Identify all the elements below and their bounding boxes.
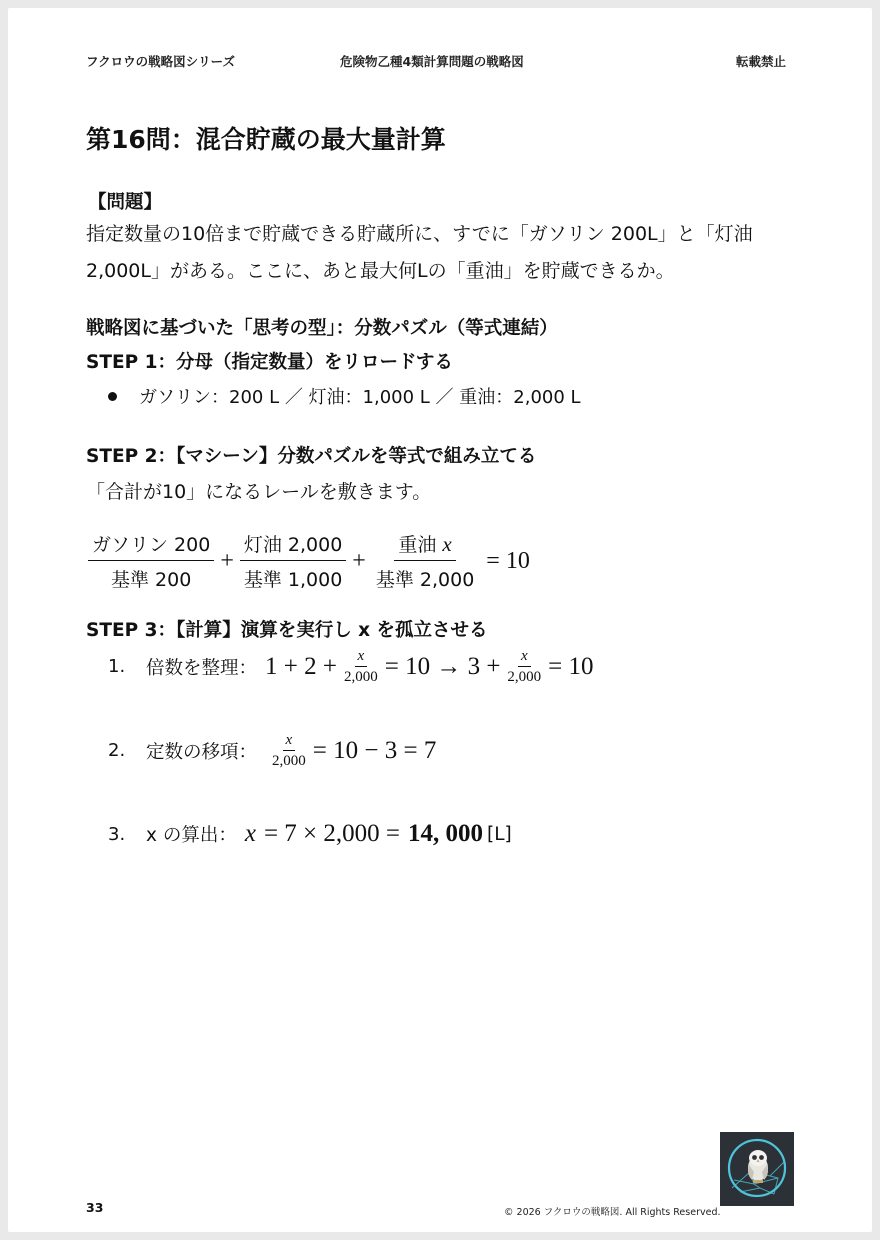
document-page xyxy=(8,8,872,1232)
math-expression: = 10 − 3 = 7 xyxy=(312,736,437,764)
fraction-numerator: ガソリン 200 xyxy=(88,530,214,561)
fraction-denominator: 基準 200 xyxy=(111,569,192,591)
list-item-number: 2. xyxy=(108,740,126,761)
strategy-heading: 戦略図に基づいた「思考の型」：分数パズル（等式連結） xyxy=(86,318,558,339)
fraction-denominator: 2,000 xyxy=(343,669,378,685)
variable-x: x xyxy=(244,820,256,847)
fraction-denominator: 基準 2,000 xyxy=(375,569,475,591)
footer-copyright: © 2026 フクロウの戦略図. All Rights Reserved. xyxy=(504,1207,721,1218)
fraction-numerator: 灯油 2,000 xyxy=(240,530,346,561)
fraction-numerator xyxy=(394,530,455,561)
step2-subtext: 「合計が10」になるレールを敷きます。 xyxy=(86,481,432,503)
math-expression: = 10 xyxy=(548,652,594,680)
list-item-number: 1. xyxy=(108,656,126,677)
step2-heading: STEP 2：【マシーン】分数パズルを等式で組み立てる xyxy=(86,446,537,467)
page-title: 第16問：混合貯蔵の最大量計算 xyxy=(86,125,446,154)
step1-bullet xyxy=(108,383,581,409)
plus-operator: + xyxy=(220,547,234,574)
owl-logo-graphic xyxy=(720,1132,794,1206)
list-item-label: x の算出： xyxy=(146,825,237,846)
step1-heading: STEP 1：分母（指定数量）をリロードする xyxy=(86,352,453,373)
fraction-numerator: x xyxy=(355,648,368,667)
fraction-denominator: 基準 1,000 xyxy=(243,569,343,591)
owl-logo-icon xyxy=(720,1132,794,1206)
list-item xyxy=(108,648,594,685)
equation-rhs: = 10 xyxy=(486,547,530,574)
list-item-number: 3. xyxy=(108,823,126,845)
list-item xyxy=(108,820,512,848)
problem-text: 指定数量の10倍まで貯蔵できる貯蔵所に、すでに「ガソリン 200L」と「灯油 2,000L」がある。ここに、あと最大何Lの「重油」を貯蔵できるか。 xyxy=(86,223,753,282)
plus-operator: + xyxy=(352,547,366,574)
heavy-oil-label: 重油 xyxy=(398,534,437,556)
final-result: 14, 000 xyxy=(408,820,484,847)
page-number: 33 xyxy=(86,1200,104,1215)
bullet-dot-icon xyxy=(108,392,117,401)
header-series-name: フクロウの戦略図シリーズ xyxy=(86,54,236,69)
list-item-label: 倍数を整理： xyxy=(146,657,258,679)
fraction-denominator: 2,000 xyxy=(507,669,542,685)
fraction-kerosene xyxy=(240,530,346,592)
fraction-heavy-oil xyxy=(372,530,478,592)
header-copyright-notice: 転載禁止 xyxy=(735,54,786,69)
header-book-title: 危険物乙種4類計算問題の戦略図 xyxy=(340,54,524,69)
fraction-gasoline xyxy=(88,530,214,592)
fraction-numerator: x xyxy=(518,648,531,667)
step1-bullet-text: ガソリン：200 L ／ 灯油：1,000 L ／ 重油：2,000 L xyxy=(139,387,581,408)
step3-heading: STEP 3：【計算】演算を実行し x を孤立させる xyxy=(86,620,488,641)
fraction-equation xyxy=(88,530,530,592)
math-expression: 1 + 2 + xyxy=(265,652,337,680)
fraction-numerator: x xyxy=(283,732,296,751)
variable-x: x xyxy=(442,532,452,556)
problem-label: 【問題】 xyxy=(88,192,163,213)
math-fraction xyxy=(341,648,381,685)
list-item xyxy=(108,732,436,769)
math-expression: = 10 → 3 + xyxy=(384,652,501,680)
math-fraction xyxy=(504,648,544,685)
list-item-label: 定数の移項： xyxy=(146,741,258,763)
fraction-denominator: 2,000 xyxy=(272,753,306,769)
math-fraction xyxy=(269,732,309,769)
math-expression: = 7 × 2,000 = xyxy=(263,820,401,847)
result-unit: [L] xyxy=(487,823,512,845)
